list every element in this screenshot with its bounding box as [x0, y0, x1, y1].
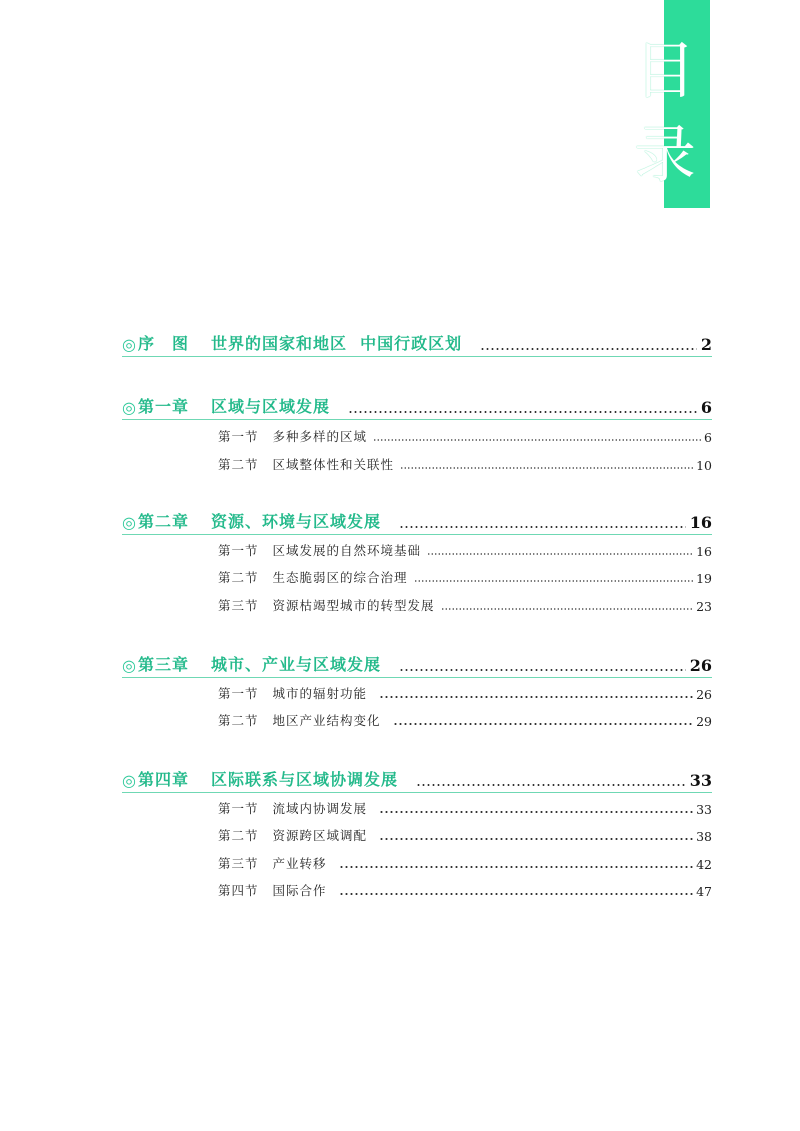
toc-section[interactable] [218, 797, 712, 817]
section-title: 多种多样的区域 [272, 429, 368, 444]
dot-leader [379, 811, 694, 813]
dot-leader [399, 669, 686, 671]
toc-chapter-1[interactable] [122, 389, 712, 417]
chapter-page: 2 [700, 335, 712, 354]
section-page: 10 [696, 458, 712, 473]
chapter-label: 第一章 [137, 397, 189, 416]
section-page: 33 [696, 802, 712, 817]
chapter-rule [122, 677, 712, 678]
bullet-circle-icon: ◎ [122, 513, 136, 532]
section-label: 第二节 [218, 457, 259, 472]
chapter-page: 33 [689, 771, 712, 790]
section-label: 第二节 [218, 828, 259, 843]
chapter-page: 6 [700, 398, 712, 417]
toc-section[interactable] [218, 879, 712, 899]
section-page: 6 [704, 430, 712, 445]
section-title: 地区产业结构变化 [272, 713, 381, 728]
toc-section[interactable] [218, 425, 712, 445]
dot-leader [379, 696, 694, 698]
toc-section[interactable] [218, 852, 712, 872]
chapter-title: 区际联系与区域协调发展 [210, 770, 398, 789]
toc-section[interactable] [218, 594, 712, 614]
chapter-label: 第三章 [137, 655, 189, 674]
bullet-circle-icon: ◎ [122, 771, 136, 790]
section-title: 资源枯竭型城市的转型发展 [272, 598, 435, 613]
section-page: 23 [696, 599, 712, 614]
section-label: 第三节 [218, 598, 259, 613]
dot-leader [427, 553, 694, 555]
section-label: 第二节 [218, 570, 259, 585]
section-title: 流域内协调发展 [272, 801, 368, 816]
dot-leader [339, 893, 695, 895]
section-title: 生态脆弱区的综合治理 [272, 570, 408, 585]
section-label: 第一节 [218, 543, 259, 558]
section-page: 47 [696, 884, 712, 899]
bullet-circle-icon: ◎ [122, 335, 136, 354]
section-page: 16 [696, 544, 712, 559]
toc-chapter-preface[interactable] [122, 326, 712, 354]
section-label: 第一节 [218, 801, 259, 816]
dot-leader [399, 526, 686, 528]
toc-chapter-3[interactable] [122, 647, 712, 675]
chapter-rule [122, 534, 712, 535]
section-title: 区域整体性和关联性 [272, 457, 395, 472]
bullet-circle-icon: ◎ [122, 656, 136, 675]
section-label: 第三节 [218, 856, 259, 871]
dot-leader [480, 348, 697, 350]
dot-leader [348, 411, 697, 413]
section-title: 区域发展的自然环境基础 [272, 543, 422, 558]
toc-section[interactable] [218, 566, 712, 586]
chapter-label: 第二章 [137, 512, 189, 531]
section-page: 29 [696, 714, 712, 729]
toc-chapter-2[interactable] [122, 504, 712, 532]
section-label: 第一节 [218, 429, 259, 444]
section-label: 第二节 [218, 713, 259, 728]
section-title: 城市的辐射功能 [272, 686, 368, 701]
dot-leader [441, 608, 695, 610]
chapter-title: 世界的国家和地区 中国行政区划 [210, 334, 463, 353]
toc-section[interactable] [218, 709, 712, 729]
dot-leader [379, 838, 694, 840]
section-page: 19 [696, 571, 712, 586]
section-page: 38 [696, 829, 712, 844]
dot-leader [373, 439, 702, 441]
chapter-label: 第四章 [137, 770, 189, 789]
dot-leader [393, 723, 695, 725]
toc-section[interactable] [218, 824, 712, 844]
chapter-title: 资源、环境与区域发展 [210, 512, 381, 531]
chapter-rule [122, 419, 712, 420]
toc-section[interactable] [218, 682, 712, 702]
section-page: 26 [696, 687, 712, 702]
dot-leader [414, 580, 695, 582]
chapter-page: 26 [689, 656, 712, 675]
dot-leader [339, 866, 695, 868]
bullet-circle-icon: ◎ [122, 398, 136, 417]
chapter-label: 序 图 [137, 334, 189, 353]
toc-section[interactable] [218, 539, 712, 559]
chapter-page: 16 [689, 513, 712, 532]
section-page: 42 [696, 857, 712, 872]
section-label: 第四节 [218, 883, 259, 898]
dot-leader [400, 467, 694, 469]
section-title: 国际合作 [272, 883, 327, 898]
chapter-rule [122, 792, 712, 793]
dot-leader [416, 784, 686, 786]
heading-char-1: 目 [633, 34, 696, 107]
section-title: 资源跨区域调配 [272, 828, 368, 843]
toc-section[interactable] [218, 453, 712, 473]
chapter-title: 城市、产业与区域发展 [210, 655, 381, 674]
heading-char-2: 录 [633, 118, 696, 191]
toc-chapter-4[interactable] [122, 762, 712, 790]
chapter-title: 区域与区域发展 [210, 397, 330, 416]
section-label: 第一节 [218, 686, 259, 701]
section-title: 产业转移 [272, 856, 327, 871]
chapter-rule [122, 356, 712, 357]
